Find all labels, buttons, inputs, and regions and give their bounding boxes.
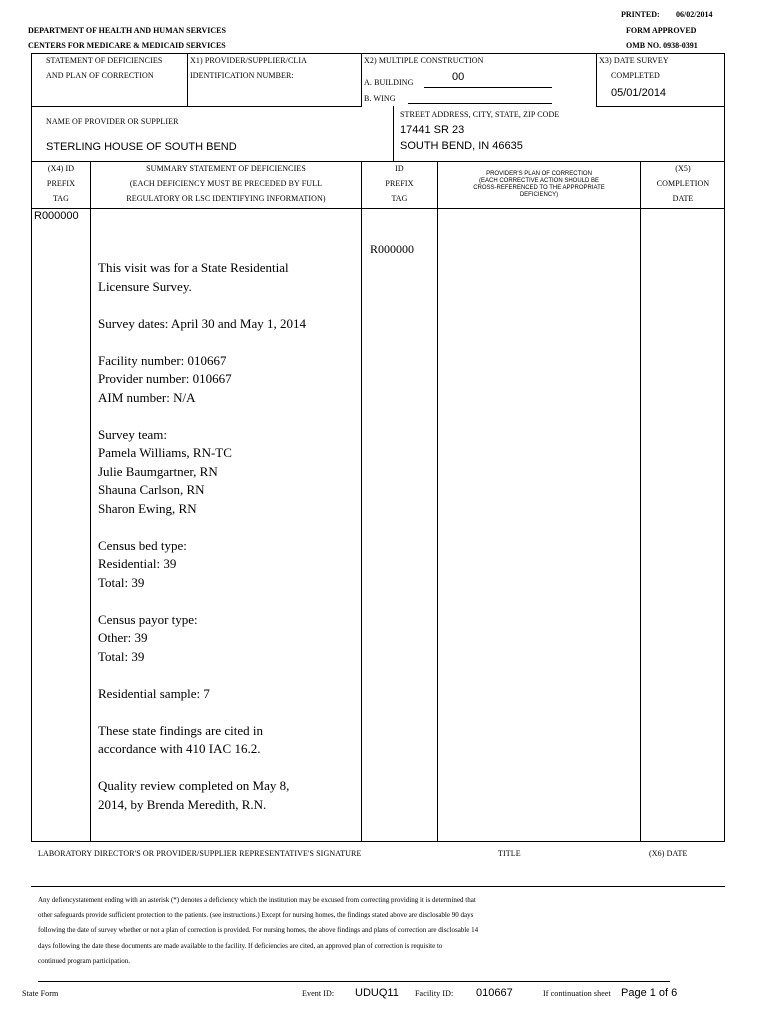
disclaimer-line: days following the date these documents are made available to the facility. If deficiencies are cited, an approved plan of correction is requisite to bbox=[38, 941, 443, 950]
header-row-bottom bbox=[31, 208, 725, 209]
x6-date-label: (X6) DATE bbox=[649, 849, 688, 858]
name-box-divider bbox=[393, 106, 394, 162]
wing-label: B. WING bbox=[364, 94, 396, 103]
plan-header-3: CROSS-REFERENCED TO THE APPROPRIATE bbox=[473, 185, 605, 191]
x5-header-2: COMPLETION bbox=[656, 179, 710, 188]
page-number: Page 1 of 6 bbox=[621, 987, 678, 999]
disclaimer bbox=[38, 893, 698, 969]
name-box-left bbox=[31, 106, 32, 162]
building-value: 00 bbox=[452, 71, 465, 83]
provider-name: STERLING HOUSE OF SOUTH BEND bbox=[46, 141, 237, 153]
deficiency-summary bbox=[98, 259, 356, 833]
plan-header-1: PROVIDER'S PLAN OF CORRECTION bbox=[486, 171, 592, 177]
x4-header-3: TAG bbox=[52, 194, 70, 203]
x1-label-1: X1) PROVIDER/SUPPLIER/CLIA bbox=[190, 56, 308, 65]
summary-paragraph: Quality review completed on May 8, 2014, by Brenda Meredith, R.N. bbox=[98, 778, 290, 812]
title-label: TITLE bbox=[498, 849, 521, 858]
summary-header-1: SUMMARY STATEMENT OF DEFICIENCIES bbox=[146, 164, 306, 173]
box-bottom-right bbox=[596, 106, 725, 107]
printed-date: 06/02/2014 bbox=[676, 10, 713, 19]
x3-label-2: COMPLETED bbox=[611, 71, 660, 80]
table-col-divider-4 bbox=[640, 161, 641, 842]
centers-name: CENTERS FOR MEDICARE & MEDICAID SERVICES bbox=[28, 41, 226, 50]
table-right-border bbox=[724, 161, 725, 842]
box-divider-1 bbox=[187, 53, 188, 107]
summary-header-2: (EACH DEFICIENCY MUST BE PRECEDED BY FULL bbox=[129, 179, 323, 188]
name-box-right bbox=[724, 106, 725, 162]
x2-label: X2) MULTIPLE CONSTRUCTION bbox=[364, 56, 484, 65]
id-prefix-tag: R000000 bbox=[370, 242, 415, 256]
box-divider-3 bbox=[596, 53, 597, 107]
form-approved: FORM APPROVED bbox=[626, 26, 697, 35]
summary-paragraph: Facility number: 010667 Provider number: 010667 AIM number: N/A bbox=[98, 352, 232, 405]
prefix-tag: R000000 bbox=[34, 210, 79, 222]
facility-id-label: Facility ID: bbox=[415, 989, 454, 998]
x5-header-1: (X5) bbox=[675, 164, 691, 173]
statement-label-2: AND PLAN OF CORRECTION bbox=[46, 71, 154, 80]
summary-paragraph: This visit was for a State Residential Licensure Survey. bbox=[98, 260, 289, 294]
address-label: STREET ADDRESS, CITY, STATE, ZIP CODE bbox=[400, 110, 560, 119]
id-header-2: PREFIX bbox=[385, 179, 414, 188]
date-survey-completed: 05/01/2014 bbox=[611, 87, 667, 99]
x3-label-1: X3) DATE SURVEY bbox=[599, 56, 669, 65]
table-col-divider-1 bbox=[90, 161, 91, 842]
x5-header-3: DATE bbox=[672, 194, 694, 203]
summary-paragraph: Census payor type: Other: 39 Total: 39 bbox=[98, 611, 198, 664]
table-bottom-border bbox=[31, 841, 725, 842]
summary-paragraph: Survey dates: April 30 and May 1, 2014 bbox=[98, 315, 306, 331]
name-box-bottom bbox=[31, 161, 725, 162]
form-top-border bbox=[31, 53, 725, 54]
box-left-border bbox=[31, 53, 32, 107]
building-label: A. BUILDING bbox=[364, 78, 414, 87]
disclaimer-line: continued program participation. bbox=[38, 956, 130, 965]
disclaimer-line: following the date of survey whether or not a plan of correction is provided. For nursing homes, the above findings and plans of correction are disclosable 14 bbox=[38, 926, 479, 935]
statement-label-1: STATEMENT OF DEFICIENCIES bbox=[46, 56, 163, 65]
summary-paragraph: Survey team: Pamela Williams, RN-TC Julie Baumgartner, RN Shauna Carlson, RN Sharon Ewing, RN bbox=[98, 426, 232, 516]
id-header-3: TAG bbox=[391, 194, 408, 203]
table-left-border bbox=[31, 161, 32, 842]
state-form-label: State Form bbox=[22, 989, 59, 998]
continuation-label: If continuation sheet bbox=[543, 989, 611, 998]
facility-id: 010667 bbox=[476, 987, 513, 999]
disclaimer-line: Any defiencystatement ending with an asterisk (*) denotes a deficiency which the institution may be excused from correcting providing it is determined that bbox=[38, 896, 476, 904]
signature-row-bottom bbox=[31, 886, 725, 887]
event-id: UDUQ11 bbox=[355, 987, 399, 999]
x1-label-2: IDENTIFICATION NUMBER: bbox=[190, 71, 294, 80]
printed-label: PRINTED: bbox=[621, 10, 660, 19]
provider-name-label: NAME OF PROVIDER OR SUPPLIER bbox=[46, 117, 179, 126]
table-col-divider-3 bbox=[437, 161, 438, 842]
box-bottom-left bbox=[31, 106, 362, 107]
disclaimer-line: other safeguards provide sufficient protection to the patients. (see instructions.) Except for nursing homes, the findings stated above are disclosable 90 days bbox=[38, 911, 474, 920]
summary-paragraph: Residential sample: 7 bbox=[98, 685, 210, 701]
box-divider-2 bbox=[361, 53, 362, 107]
omb-number: OMB NO. 0938-0391 bbox=[626, 41, 698, 50]
wing-underline bbox=[408, 103, 552, 104]
x4-header-2: PREFIX bbox=[46, 179, 76, 188]
address-line-2: SOUTH BEND, IN 46635 bbox=[400, 140, 523, 152]
building-underline bbox=[424, 87, 552, 88]
summary-paragraph: These state findings are cited in accordance with 410 IAC 16.2. bbox=[98, 722, 263, 756]
plan-header-2: (EACH CORRECTIVE ACTION SHOULD BE bbox=[478, 178, 600, 184]
footer-rule bbox=[38, 981, 670, 982]
plan-header-4: DEFICIENCY) bbox=[519, 192, 559, 198]
table-col-divider-2 bbox=[361, 161, 362, 842]
id-header-1: ID bbox=[395, 164, 404, 173]
summary-header-3: REGULATORY OR LSC IDENTIFYING INFORMATION) bbox=[126, 194, 326, 203]
event-id-label: Event ID: bbox=[302, 989, 335, 998]
address-line-1: 17441 SR 23 bbox=[400, 124, 465, 136]
department-name: DEPARTMENT OF HEALTH AND HUMAN SERVICES bbox=[28, 26, 226, 35]
signature-label: LABORATORY DIRECTOR'S OR PROVIDER/SUPPLIER REPRESENTATIVE'S SIGNATURE bbox=[38, 849, 362, 858]
summary-paragraph: Census bed type: Residential: 39 Total: 39 bbox=[98, 537, 187, 590]
box-right-border bbox=[724, 53, 725, 107]
x4-header-1: (X4) ID bbox=[47, 164, 75, 173]
